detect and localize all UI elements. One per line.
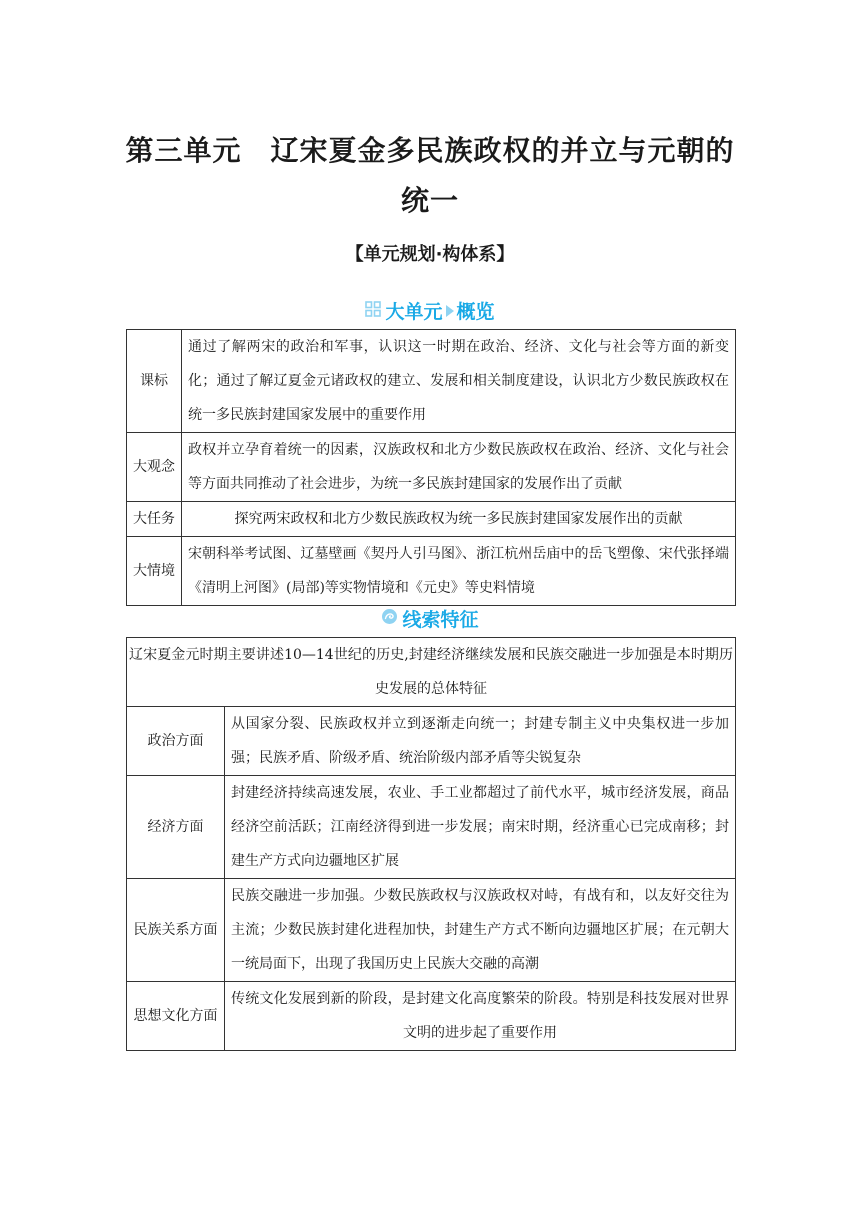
table-row (127, 502, 736, 537)
play-arrow-icon (446, 305, 454, 317)
clues-content-culture: 传统文化发展到新的阶段，是封建文化高度繁荣的阶段。特别是科技发展对世界文明的进步起了重要作用 (225, 982, 736, 1051)
clues-content-ethnic-relations: 民族交融进一步加强。少数民族政权与汉族政权对峙，有战有和，以友好交往为主流；少数民族封建化进程加快，封建生产方式不断向边疆地区扩展；在元朝大一统局面下，出现了我国历史上民族大交融的高潮 (225, 879, 736, 982)
swirl-circle-icon (381, 606, 398, 632)
overview-label-big-scenario: 大情境 (127, 537, 182, 606)
table-row (127, 433, 736, 502)
table-row (127, 537, 736, 606)
overview-banner-left: 大单元 (385, 301, 443, 323)
clues-label-culture: 思想文化方面 (127, 982, 225, 1051)
clues-content-politics: 从国家分裂、民族政权并立到逐渐走向统一；封建专制主义中央集权进一步加强；民族矛盾、阶级矛盾、统治阶级内部矛盾等尖锐复杂 (225, 707, 736, 776)
clues-intro: 辽宋夏金元时期主要讲述10—14世纪的历史,封建经济继续发展和民族交融进一步加强是本时期历史发展的总体特征 (127, 638, 736, 707)
table-row (127, 330, 736, 433)
grid-icon (365, 298, 381, 324)
clues-table (126, 637, 736, 1051)
clues-content-economy: 封建经济持续高速发展，农业、手工业都超过了前代水平，城市经济发展，商品经济空前活跃；江南经济得到进一步发展；南宋时期，经济重心已完成南移；封建生产方式向边疆地区扩展 (225, 776, 736, 879)
overview-banner-right: 概览 (456, 301, 495, 323)
unit-title: 第三单元 辽宋夏金多民族政权的并立与元朝的统一 (125, 134, 735, 217)
overview-content-big-task: 探究两宋政权和北方少数民族政权为统一多民族封建国家发展作出的贡献 (182, 502, 736, 537)
table-row (127, 879, 736, 982)
clues-label-economy: 经济方面 (127, 776, 225, 879)
table-row (127, 638, 736, 707)
overview-label-curriculum: 课标 (127, 330, 182, 433)
overview-content-curriculum: 通过了解两宋的政治和军事，认识这一时期在政治、经济、文化与社会等方面的新变化；通过了解辽夏金元诸政权的建立、发展和相关制度建设，认识北方少数民族政权在统一多民族封建国家发展中的重要作用 (182, 330, 736, 433)
section-heading: 【单元规划·构体系】 (345, 244, 515, 265)
overview-banner (0, 299, 860, 326)
overview-content-big-scenario: 宋朝科举考试图、辽墓壁画《契丹人引马图》、浙江杭州岳庙中的岳飞塑像、宋代张择端《清明上河图》(局部)等实物情境和《元史》等史料情境 (182, 537, 736, 606)
table-row (127, 707, 736, 776)
clues-banner (0, 607, 860, 634)
table-row (127, 776, 736, 879)
clues-label-ethnic-relations: 民族关系方面 (127, 879, 225, 982)
clues-label-politics: 政治方面 (127, 707, 225, 776)
overview-label-big-idea: 大观念 (127, 433, 182, 502)
overview-table (126, 329, 736, 606)
overview-label-big-task: 大任务 (127, 502, 182, 537)
clues-banner-text: 线索特征 (402, 609, 479, 631)
table-row (127, 982, 736, 1051)
overview-content-big-idea: 政权并立孕育着统一的因素，汉族政权和北方少数民族政权在政治、经济、文化与社会等方面共同推动了社会进步，为统一多民族封建国家的发展作出了贡献 (182, 433, 736, 502)
